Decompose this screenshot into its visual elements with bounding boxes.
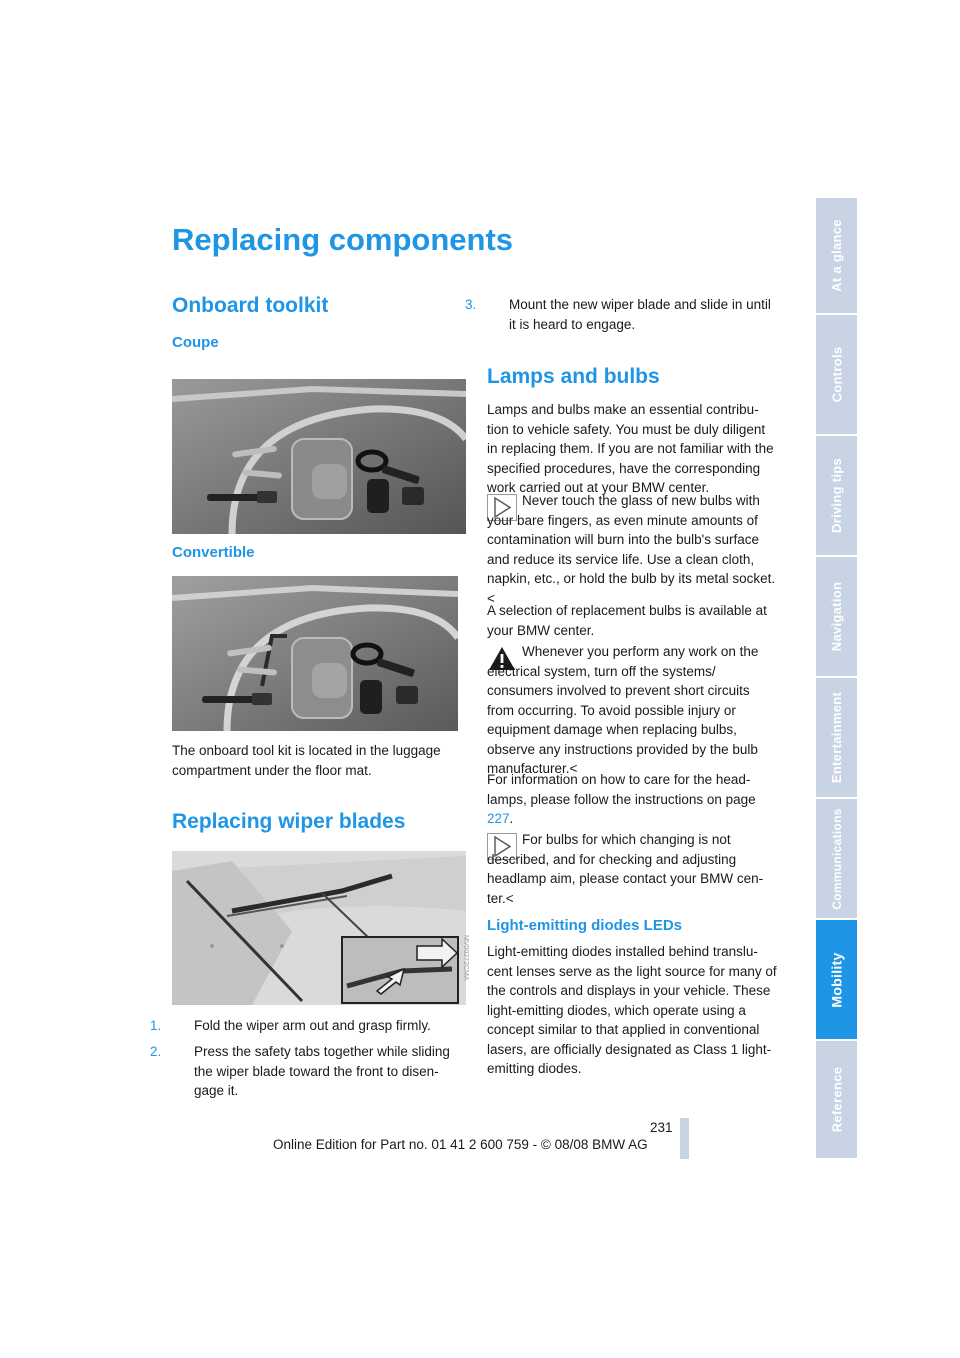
step-text: Fold the wiper arm out and grasp firmly. <box>194 1018 431 1033</box>
side-tab-label: Controls <box>829 346 844 403</box>
side-tab-controls[interactable] <box>816 315 857 436</box>
lamps-note-headlamp-aim: For bulbs for which changing is not described, and for checking and adjusting headlamp aim, please contact your BMW cen-ter.< <box>487 832 764 906</box>
wiper-step-1 <box>150 1016 466 1036</box>
side-tab-label: Reference <box>829 1066 845 1133</box>
lamps-care-text <box>487 770 779 829</box>
side-tab-label: Entertainment <box>829 691 844 784</box>
step-text: Press the safety tabs together while sliding the wiper blade toward the front to disen-gage it. <box>194 1044 450 1098</box>
page-title: Replacing components <box>172 222 514 257</box>
page-link-227[interactable]: 227 <box>487 811 510 826</box>
side-tab-entertainment[interactable] <box>816 678 857 799</box>
coupe-heading: Coupe <box>172 334 219 351</box>
side-tab-navigation[interactable] <box>816 557 857 678</box>
step-number: 1. <box>150 1018 162 1033</box>
page-number-bar <box>680 1118 689 1159</box>
side-tab-label: At a glance <box>829 219 844 292</box>
wiper-heading: Replacing wiper blades <box>172 810 406 833</box>
side-tab-label: Mobility <box>828 951 845 1008</box>
step-number: 3. <box>465 297 477 312</box>
leds-heading: Light-emitting diodes LEDs <box>487 917 682 934</box>
side-tab-driving-tips[interactable] <box>816 436 857 557</box>
step-text: Mount the new wiper blade and slide in until it is heard to engage. <box>509 297 771 332</box>
lamps-heading: Lamps and bulbs <box>487 365 660 388</box>
side-tab-communications[interactable] <box>816 799 857 920</box>
side-tab-label: Driving tips <box>829 457 845 534</box>
convertible-toolkit-image <box>172 576 458 731</box>
coupe-toolkit-image <box>172 379 466 534</box>
toolkit-location-text: The onboard tool kit is located in the luggage compartment under the floor mat. <box>172 743 441 778</box>
side-tab-label: Navigation <box>829 581 844 652</box>
convertible-heading: Convertible <box>172 544 255 561</box>
lamps-note-bulb-glass: Never touch the glass of new bulbs with your bare fingers, as even minute amounts of contamination will burn into the bulb's surface and reduce its service life. Use a clean cloth, napkin, etc., or hold the bulb by its metal socket.< <box>487 493 776 606</box>
step-number: 2. <box>150 1044 162 1059</box>
side-tab-reference[interactable] <box>816 1041 857 1160</box>
wiper-blade-image <box>172 851 466 1005</box>
care-text-end: . <box>509 811 514 826</box>
footer-edition: Online Edition for Part no. 01 41 2 600 759 - © 08/08 BMW AG <box>273 1137 648 1152</box>
lamps-selection-text: A selection of replacement bulbs is available at your BMW center. <box>487 603 767 638</box>
toolkit-heading: Onboard toolkit <box>172 294 329 317</box>
image-code: MV00272CMA <box>462 935 469 981</box>
lamps-intro: Lamps and bulbs make an essential contribu-tion to vehicle safety. You must be duly diligent in replacing them. If you are not familiar with the specified procedures, have the corresponding work carried out at your BMW center. <box>487 402 774 495</box>
page-number: 231 <box>650 1120 673 1135</box>
wiper-step-2 <box>150 1042 466 1101</box>
side-tab-at-a-glance[interactable] <box>816 198 857 315</box>
side-tab-mobility[interactable] <box>816 920 857 1041</box>
care-text: For information on how to care for the head-lamps, please follow the instructions on page <box>487 772 756 807</box>
wiper-step-3 <box>465 295 779 334</box>
side-tab-label: Communications <box>829 807 844 910</box>
lamps-warning-electrical: Whenever you perform any work on the electrical system, turn off the systems/ consumers involved to prevent short circuits from occurring. To avoid possible injury or equipment damage when replacing bulbs, observe any instructions provided by the bulb manufacturer.< <box>487 644 759 776</box>
leds-text: Light-emitting diodes installed behind translu-cent lenses serve as the light source for many of the controls and displays in your vehicle. These light-emitting diodes, which operate using a concept similar to that applied in conventional lasers, are officially designated as Class 1 light-emitting diodes. <box>487 944 777 1076</box>
